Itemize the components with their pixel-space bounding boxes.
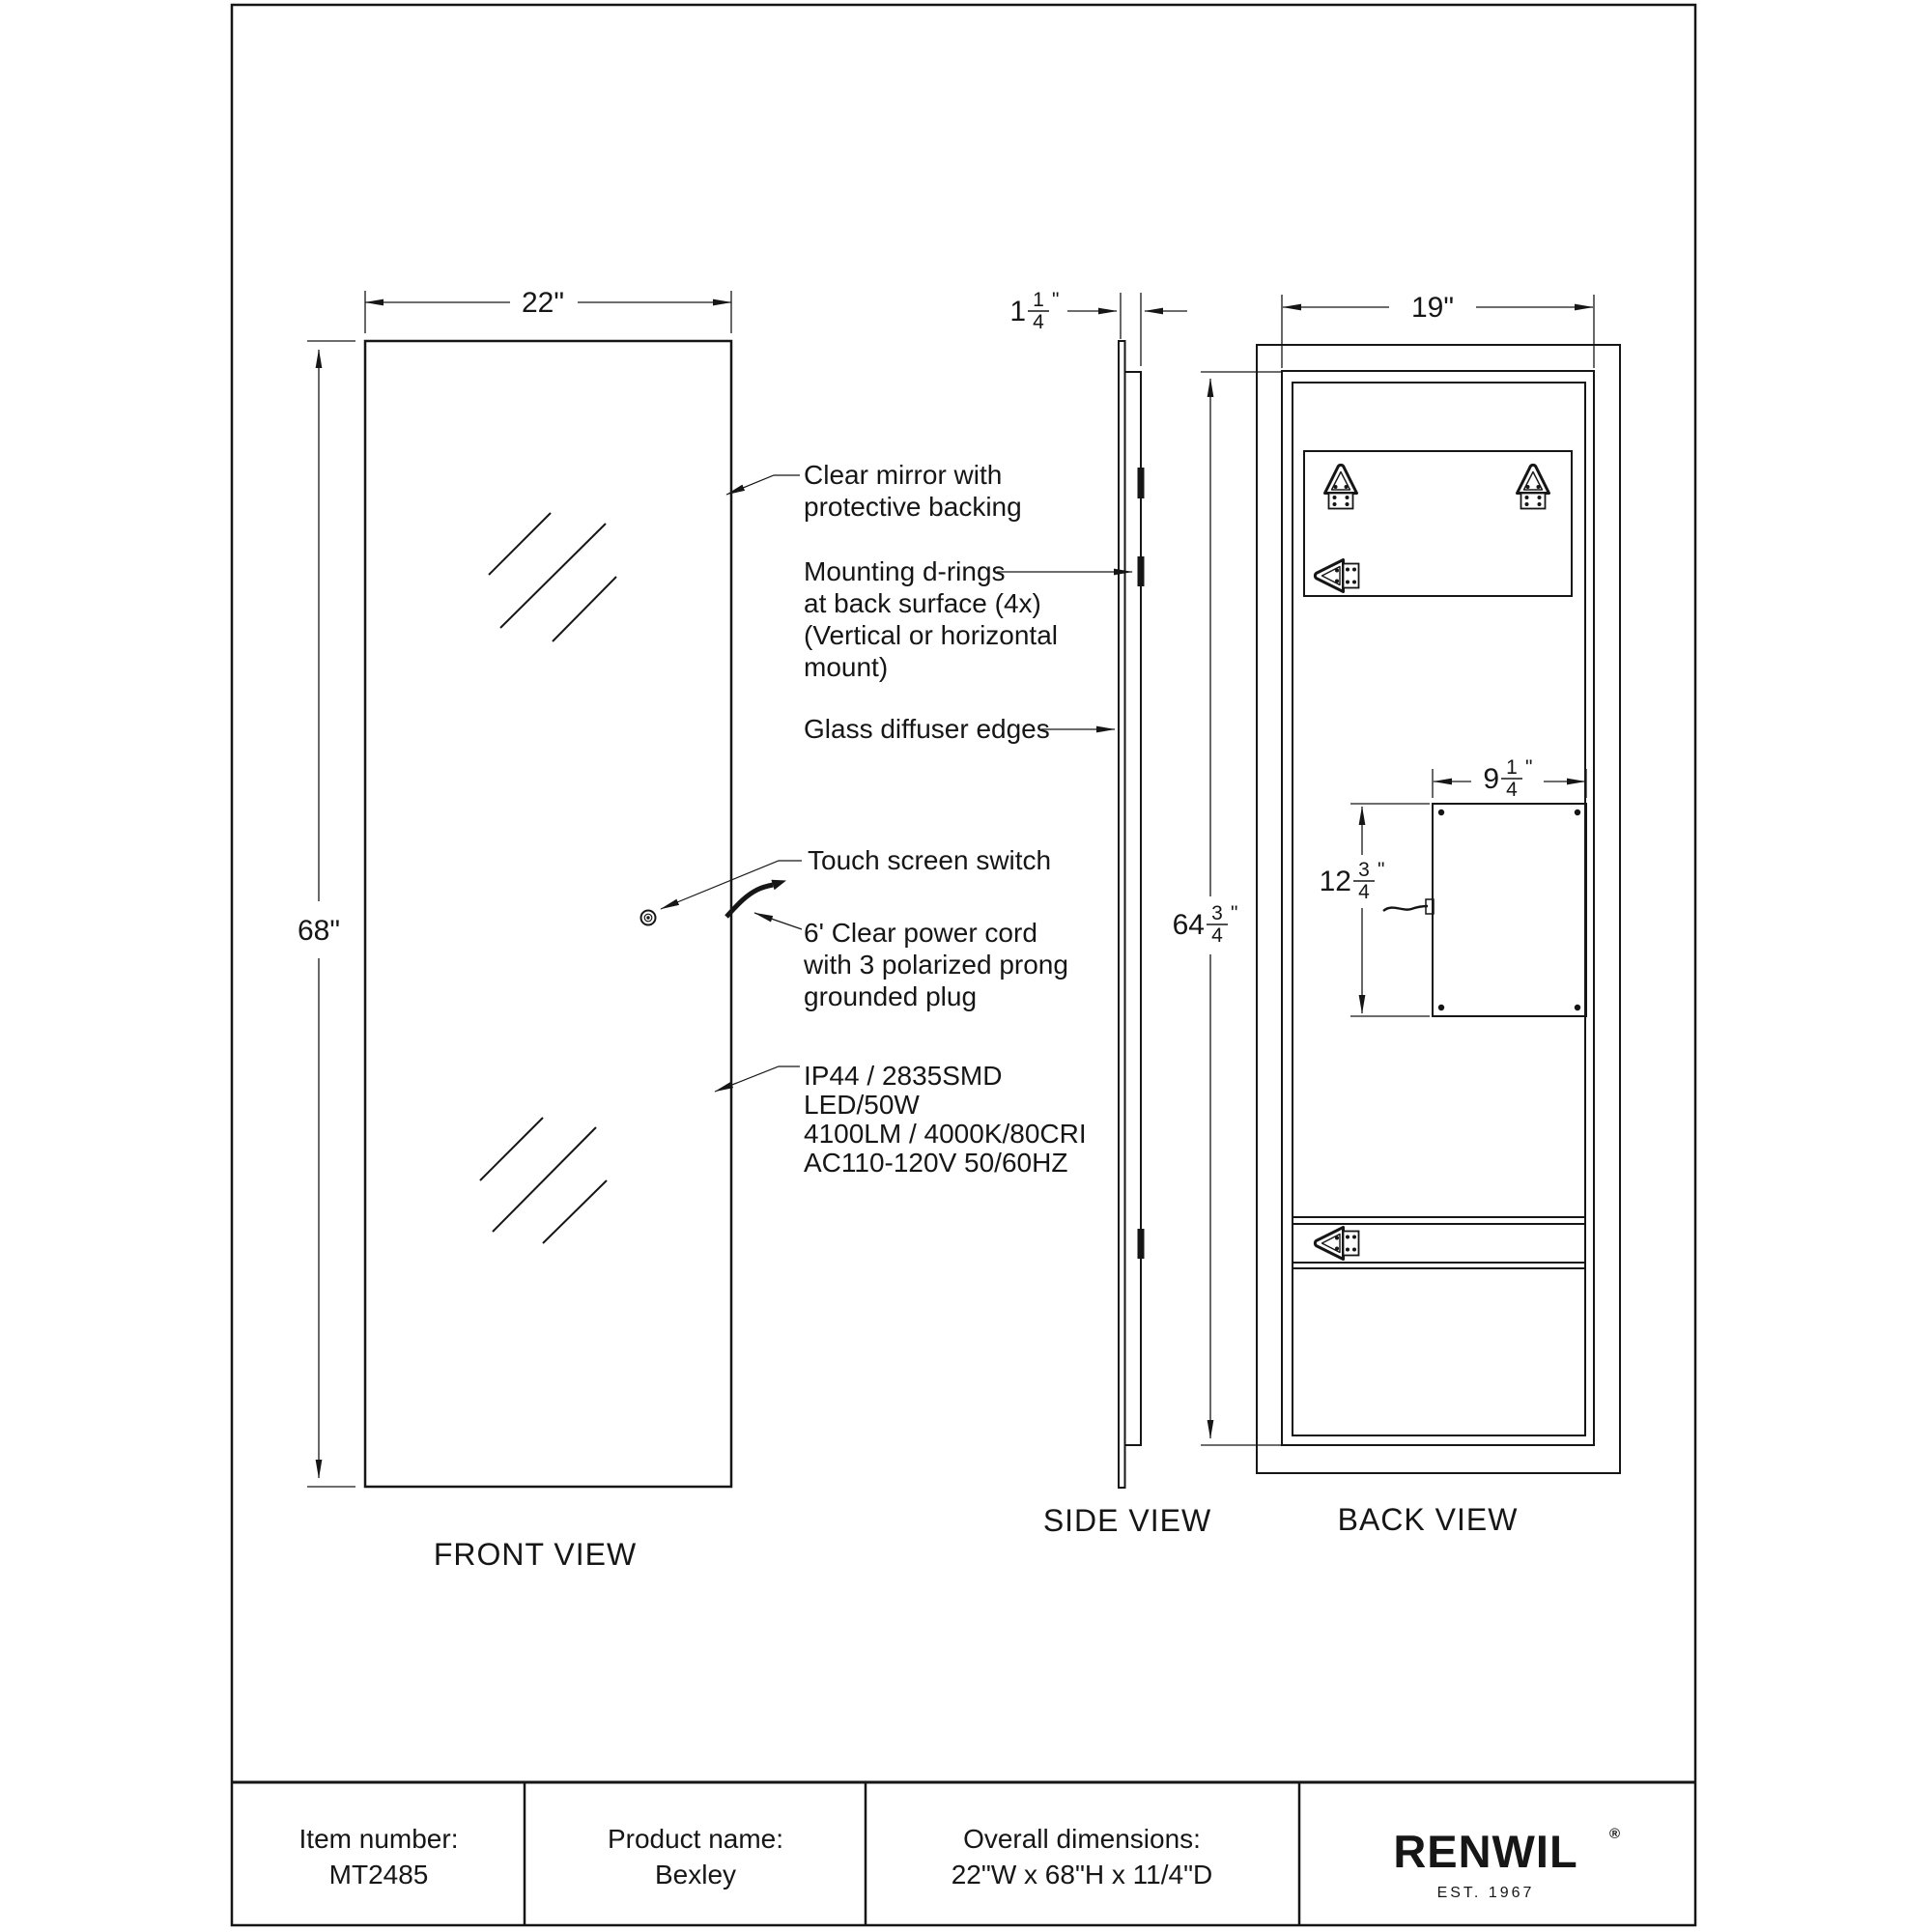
annotation-touch-switch: [661, 845, 1051, 909]
svg-text:64: 64: [1172, 909, 1205, 941]
back-view: [1257, 292, 1620, 1537]
svg-text:4100LM / 4000K/80CRI: 4100LM / 4000K/80CRI: [804, 1119, 1087, 1149]
svg-text:3: 3: [1211, 902, 1223, 924]
svg-text:1: 1: [1506, 756, 1518, 779]
side-view-label: SIDE VIEW: [1042, 1503, 1212, 1538]
svg-text:9: 9: [1483, 763, 1499, 795]
svg-text:(Vertical or horizontal: (Vertical or horizontal: [804, 620, 1059, 650]
jbox-width-dimension: [1433, 756, 1586, 801]
registered-mark-icon: ®: [1609, 1826, 1621, 1842]
dring-icon-rotated: [1315, 1228, 1358, 1260]
item-number-value: MT2485: [328, 1860, 429, 1889]
annotation-power-cord: [754, 913, 1068, 1011]
svg-text:4: 4: [1033, 311, 1044, 333]
dring-icon: [1518, 465, 1549, 508]
dring-icon: [1325, 465, 1357, 508]
footer-table: [232, 1782, 1695, 1925]
overall-dimensions-value: 22"W x 68"H x 11/4"D: [951, 1860, 1213, 1889]
side-backing-profile: [1125, 372, 1142, 1445]
side-view: [1009, 289, 1282, 1538]
svg-text:mount): mount): [804, 652, 889, 682]
side-height-dimension: [1173, 372, 1282, 1445]
annotation-clear-mirror: [726, 460, 1022, 522]
side-dring-mark: [1138, 1229, 1145, 1259]
overall-dimensions-cell: [952, 1824, 1213, 1889]
brand-established: EST. 1967: [1436, 1885, 1535, 1901]
svg-text:LED/50W: LED/50W: [804, 1090, 920, 1120]
front-view: [298, 287, 786, 1572]
annotation-mounting-drings: [804, 556, 1132, 682]
svg-text:12: 12: [1319, 866, 1351, 897]
front-height-dimension: [298, 341, 355, 1487]
svg-text:AC110-120V 50/60HZ: AC110-120V 50/60HZ: [804, 1148, 1068, 1178]
junction-box: [1383, 804, 1586, 1016]
back-width-value: 19": [1410, 292, 1455, 324]
jbox-height-dimension: [1320, 804, 1430, 1016]
brand-logo: [1393, 1826, 1620, 1901]
product-name-cell: [608, 1824, 783, 1889]
side-dring-mark: [1138, 468, 1145, 498]
svg-text:": ": [1525, 756, 1533, 779]
svg-text:Glass diffuser edges: Glass diffuser edges: [804, 714, 1050, 744]
back-inset-outline: [1293, 383, 1585, 1435]
overall-dimensions-label: Overall dimensions:: [963, 1824, 1201, 1854]
product-name-value: Bexley: [654, 1860, 737, 1889]
power-cord-icon: [726, 880, 786, 917]
svg-text:4: 4: [1358, 881, 1370, 903]
svg-text:Touch screen switch: Touch screen switch: [808, 845, 1052, 875]
back-outer-outline: [1257, 345, 1620, 1473]
svg-text:protective backing: protective backing: [804, 492, 1022, 522]
product-name-label: Product name:: [607, 1824, 784, 1854]
back-width-dimension: [1282, 292, 1594, 368]
back-panel-outline: [1282, 371, 1594, 1445]
junction-cord-icon: [1383, 906, 1428, 911]
svg-text:IP44 / 2835SMD: IP44 / 2835SMD: [804, 1061, 1003, 1091]
svg-text:3: 3: [1358, 859, 1370, 881]
touch-switch-icon: [641, 911, 656, 925]
item-number-cell: [299, 1824, 459, 1889]
svg-text:": ": [1378, 859, 1385, 881]
brand-name: RENWIL: [1393, 1826, 1578, 1877]
front-width-value: 22": [521, 287, 565, 319]
svg-text:Clear mirror with: Clear mirror with: [804, 460, 1003, 490]
svg-text:with 3 polarized prong: with 3 polarized prong: [804, 950, 1068, 980]
annotation-led-spec: [715, 1061, 1087, 1178]
front-view-label: FRONT VIEW: [433, 1537, 638, 1572]
back-view-label: BACK VIEW: [1337, 1502, 1519, 1537]
front-width-dimension: [365, 287, 731, 333]
svg-text:": ": [1052, 289, 1060, 311]
svg-text:": ": [1231, 902, 1238, 924]
front-height-value: 68": [297, 915, 341, 947]
side-depth-dimension: [1009, 289, 1187, 366]
svg-text:grounded plug: grounded plug: [804, 981, 978, 1011]
dring-icon-rotated: [1315, 560, 1358, 592]
svg-text:4: 4: [1211, 924, 1223, 947]
svg-text:1: 1: [1033, 289, 1044, 311]
svg-text:4: 4: [1506, 779, 1518, 801]
svg-text:1: 1: [1009, 296, 1026, 327]
svg-text:at back surface (4x): at back surface (4x): [804, 588, 1041, 618]
item-number-label: Item number:: [298, 1824, 459, 1854]
annotation-glass-diffuser: [804, 714, 1115, 744]
mirror-hatch-lower: [480, 1118, 607, 1243]
mirror-outline: [365, 341, 731, 1487]
svg-text:6' Clear power cord: 6' Clear power cord: [804, 918, 1037, 948]
svg-text:Mounting d-rings: Mounting d-rings: [804, 556, 1006, 586]
side-dring-mark: [1138, 556, 1145, 586]
mirror-hatch-upper: [489, 513, 616, 641]
side-mirror-profile: [1119, 341, 1125, 1488]
